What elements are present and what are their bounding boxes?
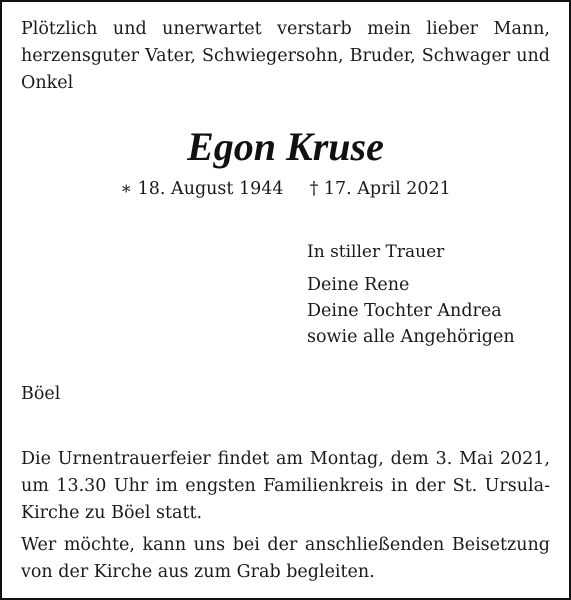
ceremony-text: Die Urnentrauerfeier findet am Montag, dem 3. Mai 2021, um 13.30 Uhr im engsten Familienkreis in der St. Ursula-Kirche zu Böel statt. (21, 449, 550, 523)
mourner-item: sowie alle Angehörigen (307, 327, 515, 347)
birth-date: ∗ 18. August 1944 (120, 179, 284, 199)
place-name: Böel (21, 384, 61, 404)
mourner-item: Deine Tochter Andrea (307, 301, 502, 321)
mourning-line: In stiller Trauer (307, 242, 445, 262)
deceased-name: Egon Kruse (187, 124, 384, 169)
mourners-list (307, 272, 515, 350)
burial-text: Wer möchte, kann uns bei der anschließenden Beisetzung von der Kirche aus zum Grab begleiten. (21, 535, 550, 582)
life-dates (2, 176, 569, 202)
intro-text: Plötzlich und unerwartet verstarb mein lieber Mann, herzensguter Vater, Schwiegersohn, Bruder, Schwager und Onkel (21, 19, 550, 93)
death-date: † 17. April 2021 (309, 179, 451, 199)
mourner-item: Deine Rene (307, 275, 410, 295)
